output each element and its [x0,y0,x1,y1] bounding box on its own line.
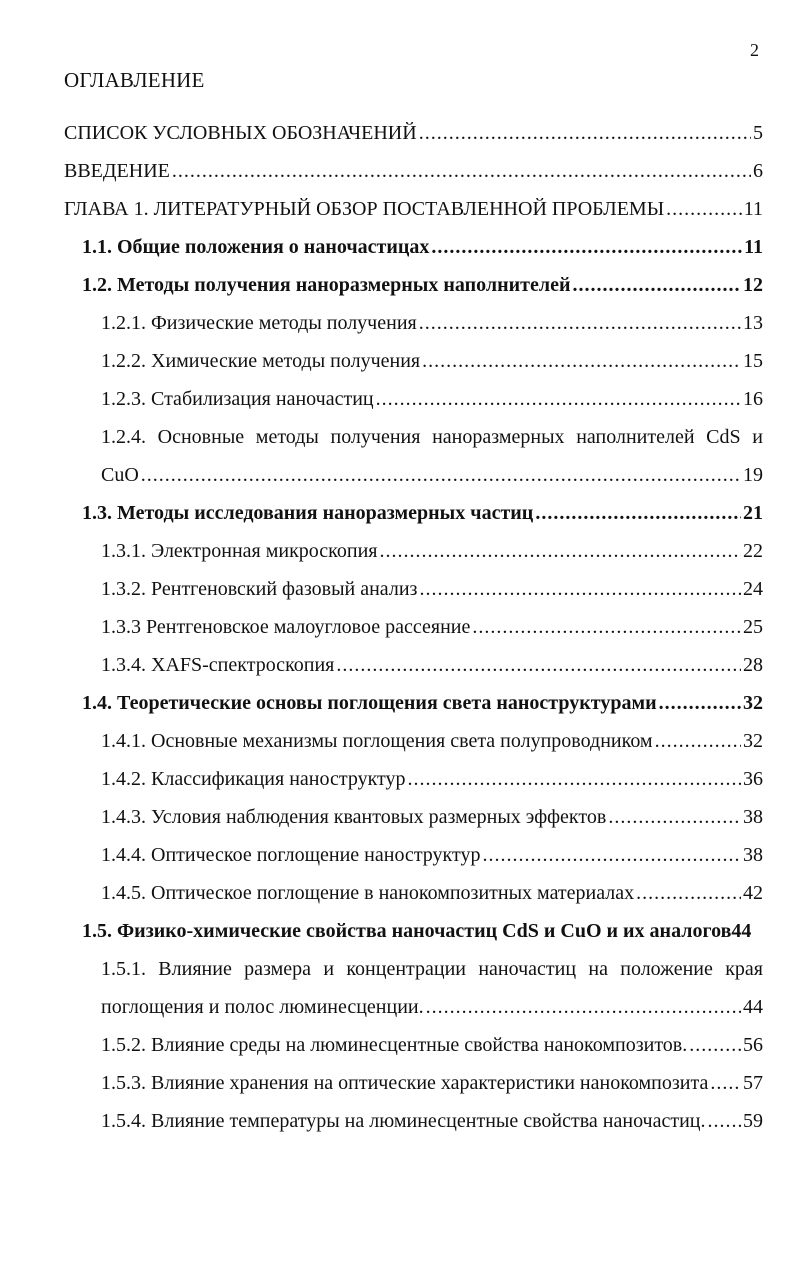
toc-entry-page: 42 [743,882,763,904]
toc-row [64,152,763,190]
toc-row [101,570,763,608]
toc-entry-label: ГЛАВА 1. ЛИТЕРАТУРНЫЙ ОБЗОР ПОСТАВЛЕННОЙ ПРОБЛЕМЫ [64,198,665,220]
toc-entry [0,836,793,874]
toc-row [82,684,763,722]
page-number: 2 [750,40,759,60]
toc-entry-label: поглощения и полос люминесценции. [101,996,424,1018]
toc-entry [0,228,793,266]
toc-row [101,1064,763,1102]
toc-entry-page: 21 [743,502,763,524]
toc-row [82,494,763,532]
toc-entry-label: 1.5.2. Влияние среды на люминесцентные свойства нанокомпозитов. [101,1034,688,1056]
dot-leader [710,1064,741,1102]
toc-row [101,798,763,836]
toc-entry-page: 15 [743,350,763,372]
toc-entry-page: 44 [731,920,752,942]
toc-entry-label: CuO [101,464,139,486]
dot-leader [708,1102,741,1140]
toc-entry-first-line [0,950,793,988]
toc-row [101,380,763,418]
dot-leader [336,646,741,684]
toc-entry [0,114,793,152]
toc-entry [0,874,793,912]
toc-entry-label: 1.5.4. Влияние температуры на люминесцентные свойства наночастиц. [101,1110,706,1132]
toc-row [101,988,763,1026]
toc-entry-page: 22 [743,540,763,562]
toc-row [64,190,763,228]
toc-entry-page: 32 [743,692,763,714]
toc-entry [0,342,793,380]
toc-entry-page: 5 [753,122,763,144]
toc-row [101,836,763,874]
toc-row [64,114,763,152]
dot-leader [379,532,741,570]
toc-entry-label: 1.3.3 Рентгеновское малоугловое рассеяние [101,616,471,638]
dot-leader [666,190,742,228]
toc-row [101,760,763,798]
dot-leader [431,228,742,266]
toc-entry [0,1102,793,1140]
toc-heading: ОГЛАВЛЕНИЕ [64,68,205,92]
toc-entry-page: 12 [743,274,763,296]
dot-leader [482,836,741,874]
toc-entry-label: 1.5.3. Влияние хранения на оптические характеристики нанокомпозита [101,1072,709,1094]
toc-entry-label: 1.3.1. Электронная микроскопия [101,540,378,562]
toc-entry [0,684,793,722]
toc-entry [0,532,793,570]
toc-entry [0,456,793,494]
dot-leader [573,266,741,304]
toc-entry [0,646,793,684]
dot-leader [655,722,741,760]
dot-leader [608,798,741,836]
toc-entry [0,266,793,304]
toc-entry-page: 6 [753,160,763,182]
toc-entry-label: 1.4.5. Оптическое поглощение в нанокомпозитных материалах [101,882,635,904]
dot-leader [472,608,741,646]
toc-row [101,608,763,646]
dot-leader [659,684,741,722]
toc-entry-page: 38 [743,844,763,866]
dot-leader [426,988,741,1026]
dot-leader [419,570,741,608]
dot-leader [408,760,741,798]
toc-entry-label: ВВЕДЕНИЕ [64,160,170,182]
toc-entry-label: 1.2.3. Стабилизация наночастиц [101,388,374,410]
toc-entry [0,988,793,1026]
toc-row [82,228,763,266]
toc-entry-label: 1.3.2. Рентгеновский фазовый анализ [101,578,418,600]
toc-row [101,532,763,570]
toc-entry-label: 1.2.2. Химические методы получения [101,350,421,372]
toc-entry-page: 13 [743,312,763,334]
toc-row [101,1102,763,1140]
toc-entry-page: 38 [743,806,763,828]
dot-leader [376,380,741,418]
toc-row [101,1026,763,1064]
toc-entry-label: 1.1. Общие положения о наночастицах [82,236,430,258]
toc-entry-page: 36 [743,768,763,790]
toc-entry-label: 1.4.2. Классификация наноструктур [101,768,406,790]
dot-leader [141,456,741,494]
dot-leader [172,152,751,190]
toc-entry-label: 1.5. Физико-химические свойства наночастиц CdS и CuO и их аналогов [82,920,732,942]
toc-entry-page: 19 [743,464,763,486]
dot-leader [689,1026,741,1064]
toc-entry [0,152,793,190]
toc-entry [0,798,793,836]
dot-leader [422,342,741,380]
toc-entry-label: СПИСОК УСЛОВНЫХ ОБОЗНАЧЕНИЙ [64,122,417,144]
toc-entry [0,380,793,418]
toc-row [101,646,763,684]
toc-entry [0,570,793,608]
toc-entry [0,722,793,760]
toc-entry-page: 11 [744,236,763,258]
toc-entry [0,912,793,950]
toc-entry-label: 1.4.3. Условия наблюдения квантовых размерных эффектов [101,806,607,828]
toc-entry [0,304,793,342]
toc-entry-page: 56 [743,1034,763,1056]
toc-entry-page: 16 [743,388,763,410]
toc-row [82,912,763,950]
toc-row [101,874,763,912]
toc-row [101,456,763,494]
toc-entry [0,1026,793,1064]
toc-entry-page: 57 [743,1072,763,1094]
toc-entry-page: 24 [743,578,763,600]
toc-entry [0,190,793,228]
toc-entry-label-line1: 1.5.1. Влияние размера и концентрации наночастиц на положение края [101,958,763,980]
toc-entry-page: 28 [743,654,763,676]
toc-entry-page: 25 [743,616,763,638]
dot-leader [419,304,741,342]
toc-entry-page: 11 [743,198,763,220]
toc-entry-first-line [0,418,793,456]
toc-entry-label-line1: 1.2.4. Основные методы получения наноразмерных наполнителей CdS и [101,426,763,448]
toc-row [101,342,763,380]
toc-entry-label: 1.4.4. Оптическое поглощение наноструктур [101,844,481,866]
toc-entry-page: 32 [743,730,763,752]
toc-entry-page: 59 [743,1110,763,1132]
toc-entry-label: 1.2.1. Физические методы получения [101,312,417,334]
toc-entry [0,760,793,798]
toc-row [101,722,763,760]
toc-entry-label: 1.3.4. XAFS-спектроскопия [101,654,335,676]
toc-entry [0,494,793,532]
toc-entry-label: 1.2. Методы получения наноразмерных наполнителей [82,274,571,296]
toc-entry-label: 1.4. Теоретические основы поглощения света наноструктурами [82,692,657,714]
toc-entry [0,1064,793,1102]
toc-entry [0,608,793,646]
toc-row [101,304,763,342]
dot-leader [535,494,741,532]
dot-leader [636,874,741,912]
toc-entry-label: 1.3. Методы исследования наноразмерных частиц [82,502,534,524]
toc-row [82,266,763,304]
dot-leader [419,114,751,152]
toc-entry-label: 1.4.1. Основные механизмы поглощения света полупроводником [101,730,653,752]
toc-entry-page: 44 [743,996,763,1018]
